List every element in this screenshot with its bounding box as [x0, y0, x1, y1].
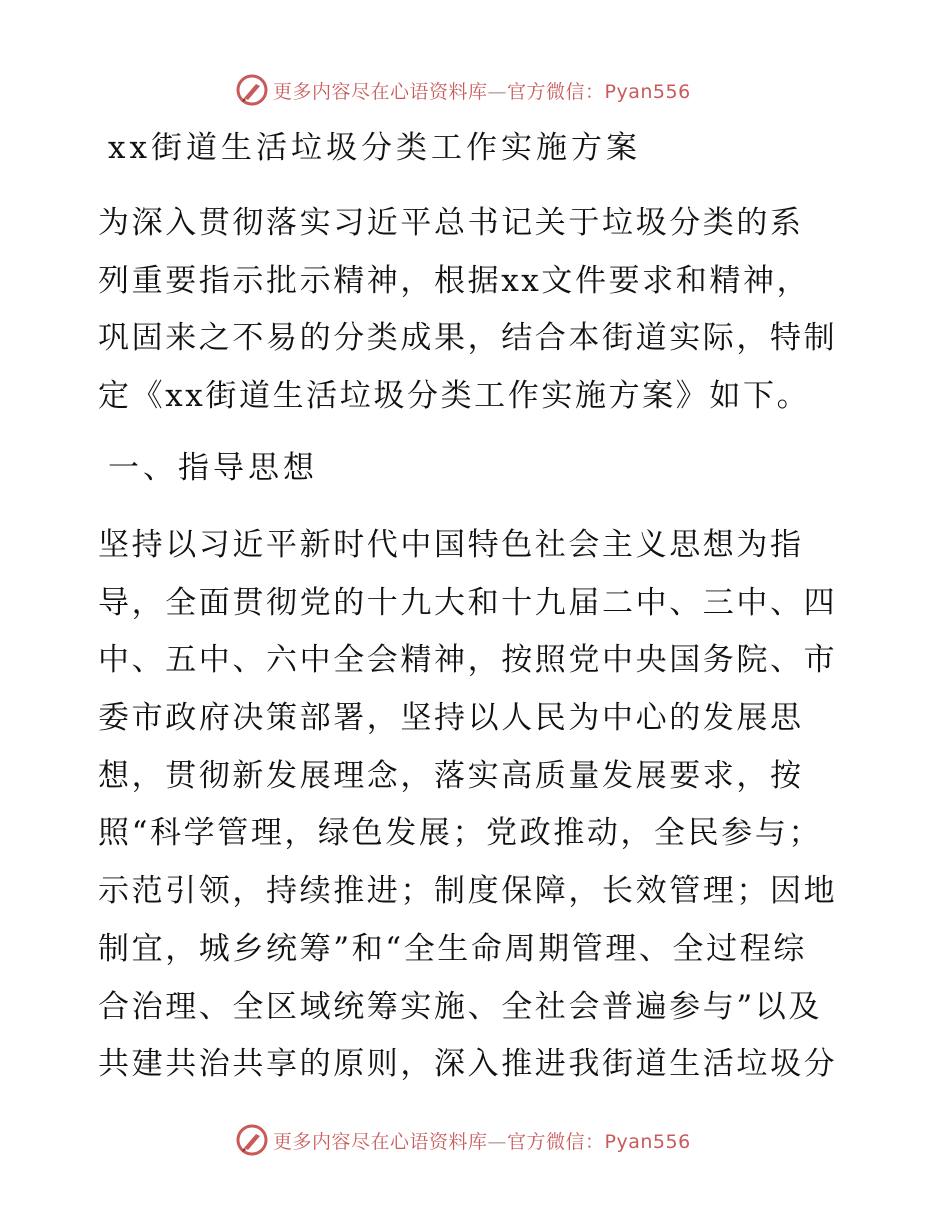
intro-paragraph [98, 195, 858, 426]
text-line: 示范引领，持续推进；制度保障，长效管理；因地 [98, 873, 838, 910]
text-line: 中、五中、六中全会精神，按照党中央国务院、市 [98, 642, 838, 679]
text-line: 委市政府决策部署，坚持以人民为中心的发展思 [98, 700, 804, 737]
pen-logo-icon [235, 1123, 269, 1157]
text-line: 共建共治共享的原则，深入推进我街道生活垃圾分 [98, 1046, 838, 1083]
text-line: 导，全面贯彻党的十九大和十九届二中、三中、四 [98, 584, 838, 621]
document-title: xx街道生活垃圾分类工作实施方案 [108, 130, 641, 166]
watermark-footer [235, 1122, 691, 1158]
text-line: 照“科学管理，绿色发展；党政推动，全民参与； [98, 815, 823, 852]
text-line: 想，贯彻新发展理念，落实高质量发展要求，按 [98, 757, 804, 794]
text-line: 列重要指示批示精神，根据xx文件要求和精神， [98, 262, 811, 299]
section-heading-guiding-ideology: 一、指导思想 [108, 450, 318, 486]
watermark-text: 更多内容尽在心语资料库—官方微信：Pyan556 [273, 1130, 691, 1153]
text-line: 巩固来之不易的分类成果，结合本街道实际，特制 [98, 320, 838, 357]
text-line: 合治理、全区域统筹实施、全社会普遍参与”以及 [98, 988, 823, 1025]
watermark-text: 更多内容尽在心语资料库—官方微信：Pyan556 [273, 80, 691, 103]
pen-logo-icon [235, 73, 269, 107]
text-line: 坚持以习近平新时代中国特色社会主义思想为指 [98, 527, 804, 563]
text-line: 定《xx街道生活垃圾分类工作实施方案》如下。 [98, 378, 811, 415]
text-line: 为深入贯彻落实习近平总书记关于垃圾分类的系 [98, 205, 804, 241]
watermark-header [235, 72, 691, 108]
text-line: 制宜，城乡统筹”和“全生命周期管理、全过程综 [98, 930, 807, 967]
section-1-paragraph [98, 517, 858, 1094]
